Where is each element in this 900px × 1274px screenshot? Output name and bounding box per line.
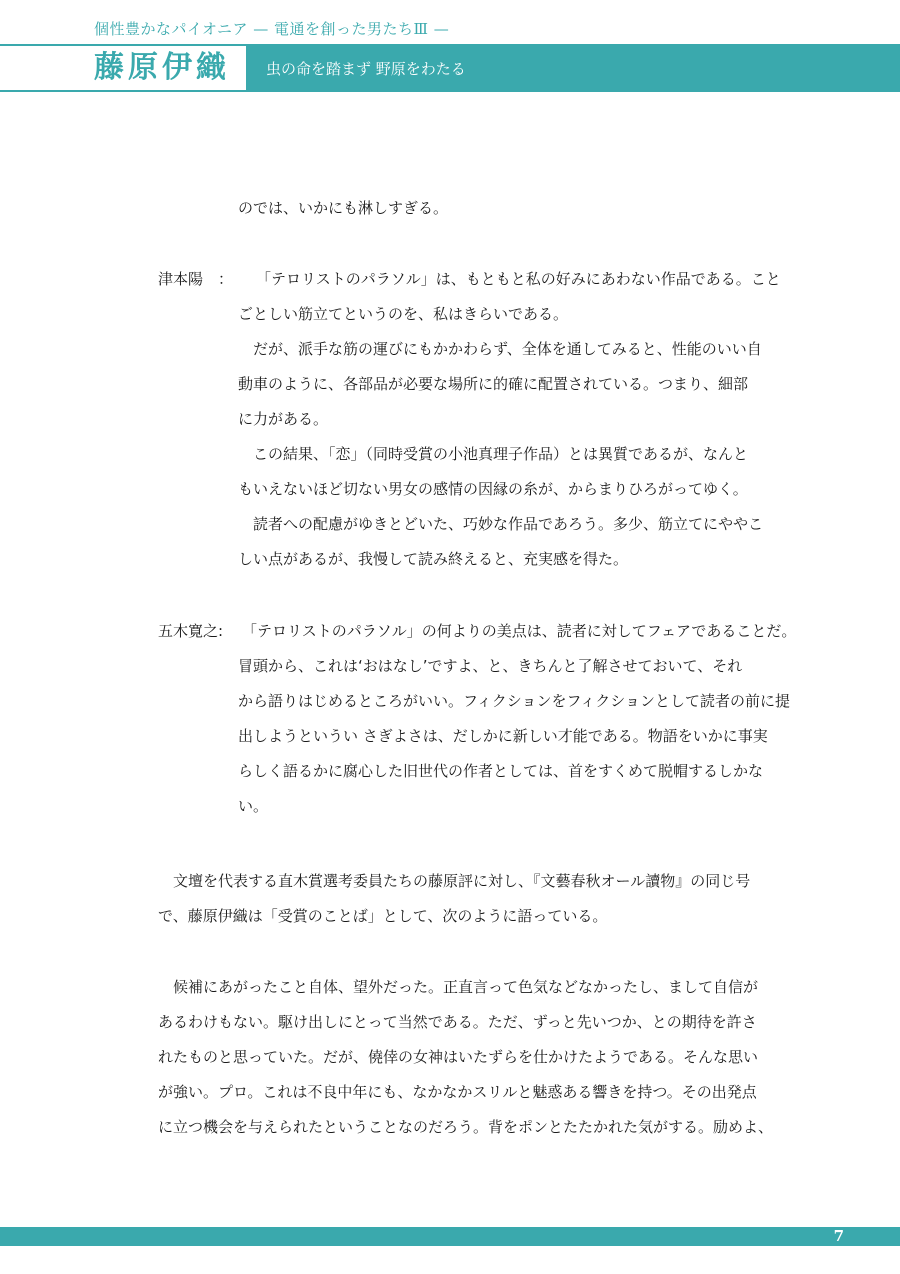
itsuki-line: 出しようというい さぎよさは、だしかに新しい才能である。物語をいかに事実 [238,727,768,745]
subtitle: 虫の命を踏まず 野原をわたる [266,60,466,78]
narration-line: で、藤原伊織は「受賞のことば」として、次のように語っている。 [158,907,608,925]
tsumoto-line: 読者への配慮がゆきとどいた、巧妙な作品であろう。多少、筋立てにややこ [238,515,764,533]
footer-band [0,1227,900,1246]
tsumoto-line: ごとしい筋立てというのを、私はきらいである。 [238,305,569,323]
tsumoto-line: だが、派手な筋の運びにもかかわらず、全体を通してみると、性能のいい自 [238,340,762,358]
tsumoto-line: 「テロリストのパラソル」は、もともと私の好みにあわない作品である。こと [256,270,781,288]
tsumoto-line: この結果、「恋」（同時受賞の小池真理子作品）とは異質であるが、なんと [238,445,749,463]
tsumoto-line: 動車のように、各部品が必要な場所に的確に配置されている。つまり、細部 [238,375,749,393]
speaker-tsumoto: 津本陽 ： [158,270,234,288]
narration-line: 文壇を代表する直木賞選考委員たちの藤原評に対し、『文藝春秋オール讀物』の同じ号 [158,872,751,890]
tsumoto-line: に力がある。 [238,410,329,428]
tsumoto-line: しい点があるが、我慢して読み終えると、充実感を得た。 [238,550,629,568]
speaker-itsuki: 五木寛之: [158,622,224,640]
quote-line: あるわけもない。駆け出しにとって当然である。ただ、ずっと先いつか、との期待を許さ [158,1013,757,1031]
quote-line: が強い。プロ。これは不良中年にも、なかなかスリルと魅惑ある響きを持つ。その出発点 [158,1083,757,1101]
page-number: 7 [833,1227,844,1245]
quote-line: に立つ機会を与えられたということなのだろう。背をポンとたたかれた気がする。励めよ、 [158,1118,774,1136]
person-name: 藤原伊織 [94,50,230,85]
itsuki-line: から語りはじめるところがいい。フィクションをフィクションとして読者の前に提 [238,692,791,710]
title-band [246,46,900,92]
tsumoto-line: もいえないほど切ない男女の感情の因縁の糸が、からまりひろがってゆく。 [238,480,748,498]
itsuki-line: 「テロリストのパラソル」の何よりの美点は、読者に対してフェアであることだ。 [242,622,797,640]
quote-line: 候補にあがったこと自体、望外だった。正直言って色気などなかったし、まして自信が [158,978,759,996]
series-title: 個性豊かなパイオニア — 電通を創った男たちⅢ — [94,20,450,38]
name-box [0,46,246,92]
itsuki-line: い。 [238,797,269,815]
quote-line: れたものと思っていた。だが、僥倖の女神はいたずらを仕かけたようである。そんな思い [158,1048,759,1066]
itsuki-line: 冒頭から、これは‘おはなし’ですよ、と、きちんと了解させておいて、それ [238,657,743,675]
itsuki-line: らしく語るかに腐心した旧世代の作者としては、首をすくめて脱帽するしかな [238,762,764,780]
continuation-line: のでは、いかにも淋しすぎる。 [238,199,449,217]
